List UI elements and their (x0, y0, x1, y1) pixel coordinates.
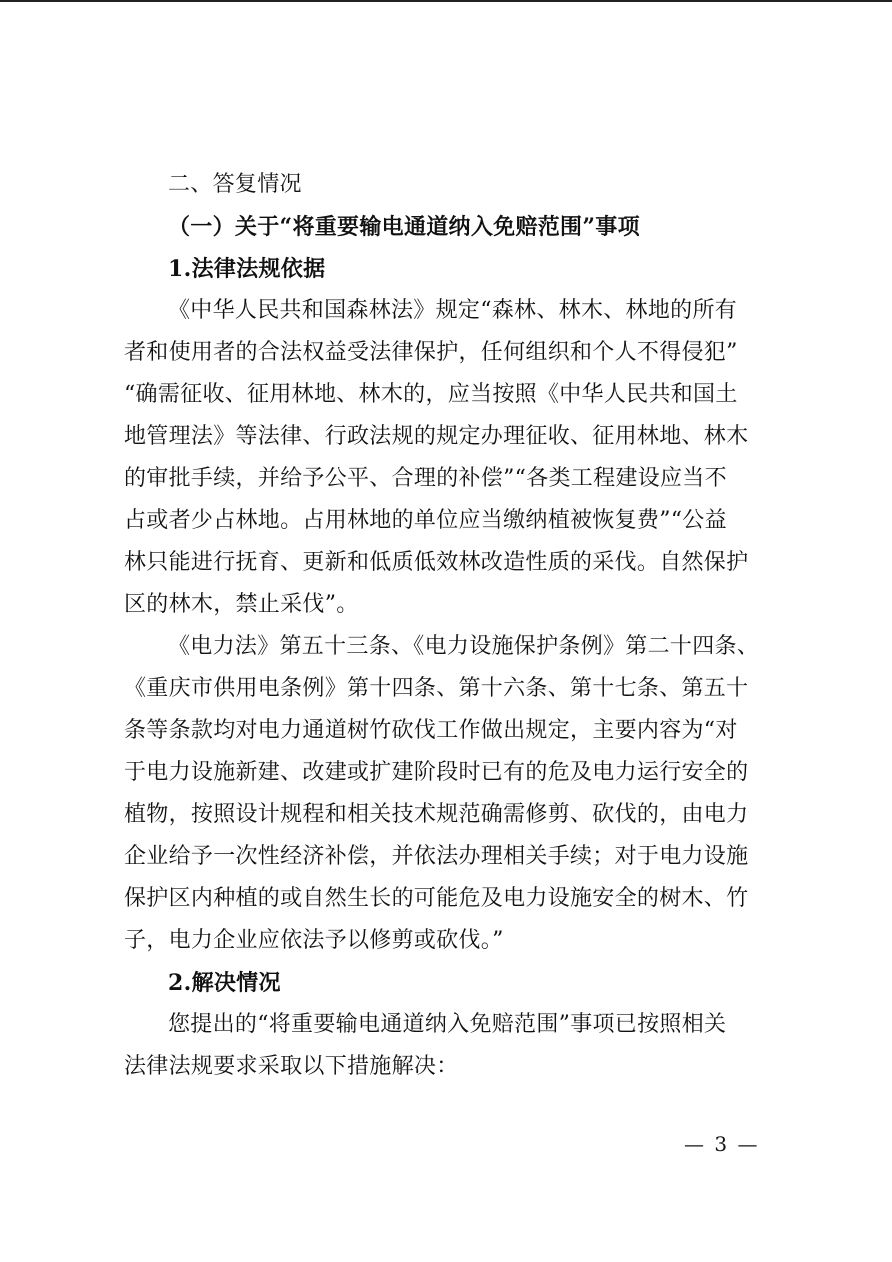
paragraph-line: 区的林木，禁止采伐”。 (124, 592, 359, 617)
subsection-title: （一）关于“将重要输电通道纳入免赔范围”事项 (168, 214, 640, 240)
paragraph-line: 地管理法》等法律、行政法规的规定办理征收、征用林地、林木 (124, 424, 749, 449)
paragraph-line: 企业给予一次性经济补偿，并依法办理相关手续；对于电力设施 (124, 844, 749, 869)
paragraph-line: 《电力法》第五十三条、《电力设施保护条例》第二十四条、 (168, 634, 760, 659)
paragraph-line: “确需征收、征用林地、林木的，应当按照《中华人民共和国土 (124, 382, 738, 407)
paragraph-forest-law (124, 290, 784, 626)
paragraph-line: 《重庆市供用电条例》第十四条、第十六条、第十七条、第五十 (124, 676, 749, 701)
paragraph-line: 林只能进行抚育、更新和低质低效林改造性质的采伐。自然保护 (124, 550, 749, 575)
paragraph-line: 您提出的“将重要输电通道纳入免赔范围”事项已按照相关 (168, 1012, 727, 1037)
section-title: 二、答复情况 (168, 172, 302, 197)
paragraph-line: 者和使用者的合法权益受法律保护，任何组织和个人不得侵犯” (124, 340, 738, 365)
paragraph-line: 占或者少占林地。占用林地的单位应当缴纳植被恢复费”“公益 (124, 508, 727, 533)
document-page (124, 164, 784, 1088)
paragraph-line: 子，电力企业应依法予以修剪或砍伐。” (124, 928, 504, 953)
paragraph-line: 于电力设施新建、改建或扩建阶段时已有的危及电力运行安全的 (124, 760, 749, 785)
page-number: — 3 — (684, 1132, 760, 1156)
paragraph-line: 保护区内种植的或自然生长的可能危及电力设施安全的树木、竹 (124, 886, 749, 911)
paragraph-line: 条等条款均对电力通道树竹砍伐工作做出规定，主要内容为“对 (124, 718, 738, 743)
paragraph-line: 法律法规要求采取以下措施解决： (124, 1054, 459, 1079)
paragraph-line: 《中华人民共和国森林法》规定“森林、林木、林地的所有 (168, 298, 738, 323)
paragraph-line: 植物，按照设计规程和相关技术规范确需修剪、砍伐的，由电力 (124, 802, 749, 827)
resolution-heading: 2.解决情况 (168, 970, 281, 996)
paragraph-resolution (124, 1004, 784, 1088)
paragraph-power-law (124, 626, 784, 962)
paragraph-line: 的审批手续，并给予公平、合理的补偿”“各类工程建设应当不 (124, 466, 727, 491)
top-border (0, 0, 892, 2)
law-basis-heading: 1.法律法规依据 (168, 256, 326, 282)
